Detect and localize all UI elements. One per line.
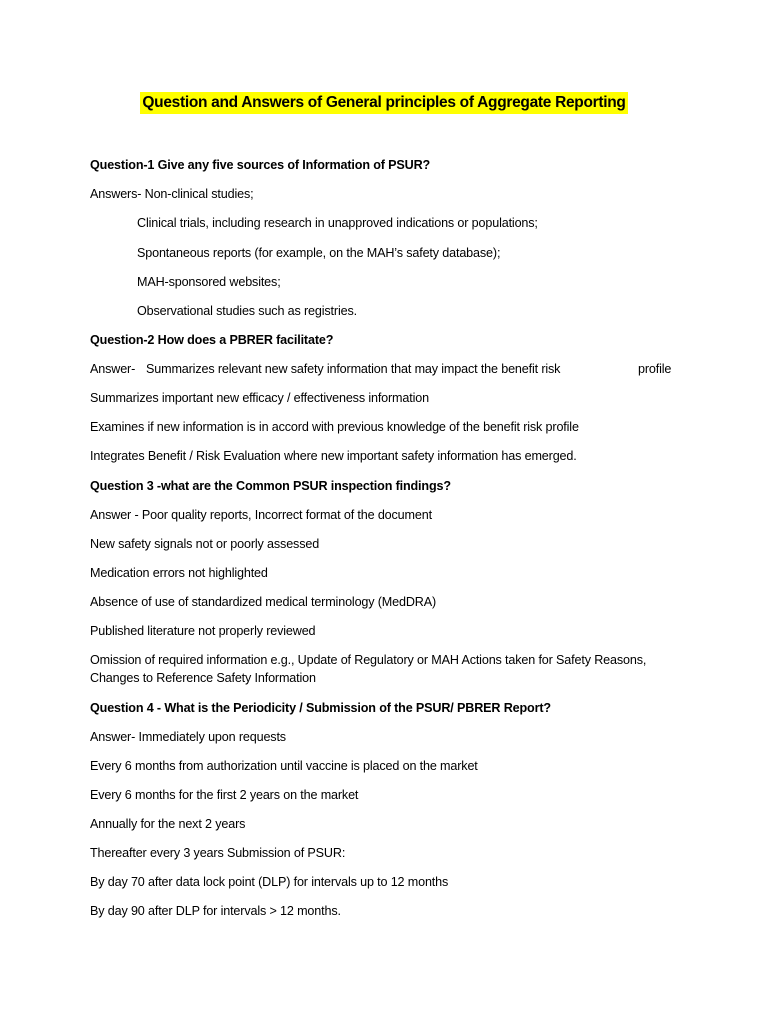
question-1: Question-1 Give any five sources of Information of PSUR? <box>90 158 431 172</box>
document-title: Question and Answers of General principles of Aggregate Reporting <box>140 92 627 114</box>
answer-1-intro: Answers- Non-clinical studies; <box>90 187 254 201</box>
answer-4-line: By day 90 after DLP for intervals > 12 months. <box>90 904 341 918</box>
answer-3-line: Changes to Reference Safety Information <box>90 671 316 685</box>
answer-3-line: Omission of required information e.g., Update of Regulatory or MAH Actions taken for Safety Reasons, <box>90 653 647 667</box>
answer-3-line: Answer - Poor quality reports, Incorrect format of the document <box>90 508 432 522</box>
answer-4-line: Every 6 months for the first 2 years on the market <box>90 788 359 802</box>
answer-2-line: Examines if new information is in accord with previous knowledge of the benefit risk profile <box>90 420 579 434</box>
title-container <box>0 92 768 114</box>
answer-3-line: New safety signals not or poorly assessed <box>90 537 320 551</box>
answer-2-prefix: Answer- <box>90 362 136 376</box>
answer-2-line: Summarizes important new efficacy / effectiveness information <box>90 391 429 405</box>
answer-4-line: By day 70 after data lock point (DLP) for intervals up to 12 months <box>90 875 449 889</box>
answer-3-line: Medication errors not highlighted <box>90 566 268 580</box>
answer-1-item: Observational studies such as registries. <box>137 304 357 318</box>
question-2: Question-2 How does a PBRER facilitate? <box>90 333 334 347</box>
answer-3-line: Absence of use of standardized medical terminology (MedDRA) <box>90 595 437 609</box>
answer-4-line: Annually for the next 2 years <box>90 817 246 831</box>
question-3: Question 3 -what are the Common PSUR inspection findings? <box>90 479 451 493</box>
answer-4-line: Thereafter every 3 years Submission of PSUR: <box>90 846 346 860</box>
answer-2-line: Integrates Benefit / Risk Evaluation where new important safety information has emerged. <box>90 449 577 463</box>
answer-1-item: Clinical trials, including research in unapproved indications or populations; <box>137 216 538 230</box>
answer-4-line: Every 6 months from authorization until vaccine is placed on the market <box>90 759 478 773</box>
question-4: Question 4 - What is the Periodicity / Submission of the PSUR/ PBRER Report? <box>90 701 551 715</box>
answer-1-item: Spontaneous reports (for example, on the MAH’s safety database); <box>137 246 501 260</box>
answer-4-line: Answer- Immediately upon requests <box>90 730 286 744</box>
answer-2-first-line: Summarizes relevant new safety information that may impact the benefit risk <box>146 362 561 376</box>
answer-1-item: MAH-sponsored websites; <box>137 275 281 289</box>
answer-2-first-line-tail: profile <box>638 362 672 376</box>
answer-3-line: Published literature not properly reviewed <box>90 624 316 638</box>
